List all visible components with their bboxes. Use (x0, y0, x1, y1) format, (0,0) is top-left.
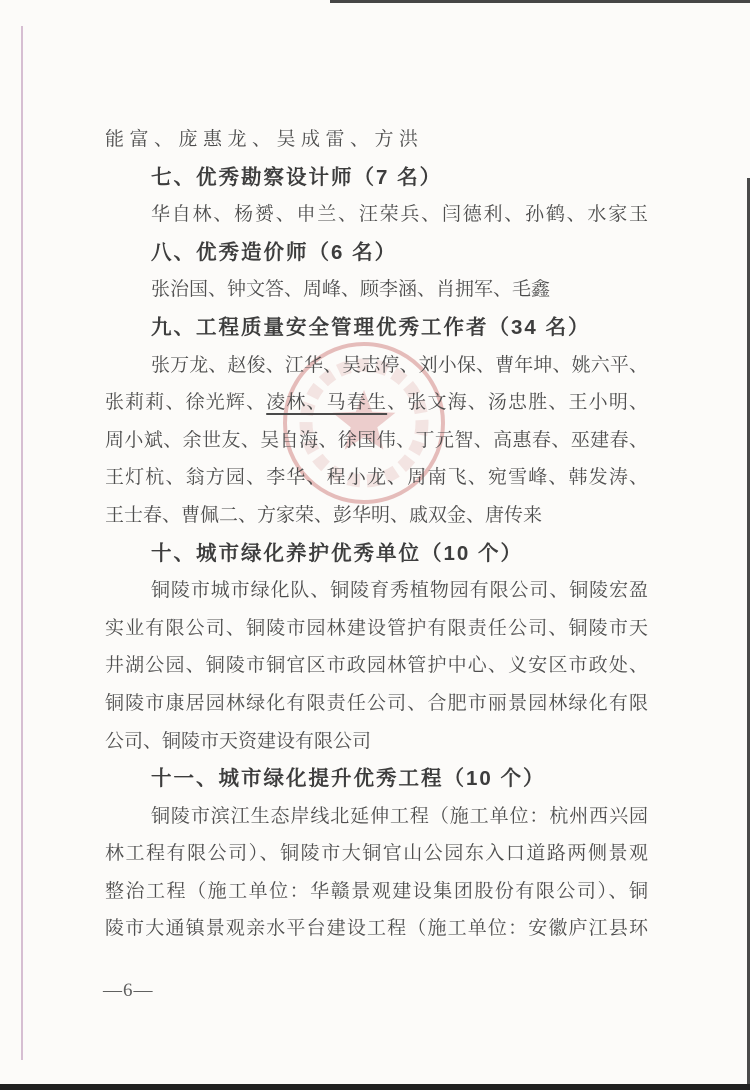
text-segment: 铜陵市滨江生态岸线北延伸工程（施工单位：杭州西兴园 (151, 805, 648, 827)
text-line (105, 798, 648, 836)
text-line (105, 647, 648, 685)
section-heading (105, 234, 648, 272)
text-line (105, 196, 648, 234)
text-segment: 八、优秀造价师（6 名） (151, 240, 398, 264)
text-line (105, 347, 648, 385)
text-line (105, 121, 648, 159)
section-heading (105, 309, 648, 347)
text-segment: 铜陵市康居园林绿化有限责任公司、合肥市丽景园林绿化有限 (105, 692, 648, 714)
text-line (105, 910, 648, 948)
text-line (105, 459, 648, 497)
text-segment: 林工程有限公司）、铜陵市大铜官山公园东入口道路两侧景观 (105, 843, 648, 865)
text-segment: 铜陵市城市绿化队、铜陵育秀植物园有限公司、铜陵宏盈 (151, 580, 648, 602)
text-line (105, 685, 648, 723)
text-line (105, 835, 648, 873)
text-segment: 王灯杭、翁方园、李华、程小龙、周南飞、宛雪峰、韩发涛、 (105, 467, 648, 489)
document-body (105, 121, 648, 948)
text-segment: 张莉莉、徐光辉、 (105, 392, 267, 414)
section-heading (105, 535, 648, 573)
page-number: —6— (103, 980, 154, 1001)
scan-binding-crease-line (21, 26, 23, 1060)
text-segment: 王士春、曹佩二、方家荣、彭华明、戚双金、唐传来 (105, 504, 543, 526)
text-segment: 周小斌、余世友、吴自海、徐国伟、丁元智、高惠春、巫建春、 (105, 429, 648, 451)
text-line (105, 873, 648, 911)
text-segment: 张治国、钟文答、周峰、顾李涵、肖拥军、毛鑫 (151, 279, 551, 301)
text-segment: 十、城市绿化养护优秀单位（10 个） (151, 541, 523, 565)
text-segment: 十一、城市绿化提升优秀工程（10 个） (151, 767, 546, 791)
text-line (105, 422, 648, 460)
text-segment: 能富、庞惠龙、吴成雷、方洪 (105, 129, 424, 150)
scan-edge-top-line (330, 0, 750, 3)
section-heading (105, 159, 648, 197)
text-line (105, 610, 648, 648)
text-segment: 陵市大通镇景观亲水平台建设工程（施工单位：安徽庐江县环 (105, 918, 648, 940)
section-heading (105, 760, 648, 798)
text-line (105, 723, 648, 761)
text-segment: 华自林、杨赟、申兰、汪荣兵、闫德利、孙鹤、水家玉 (151, 204, 648, 226)
text-segment: 井湖公园、铜陵市铜官区市政园林管护中心、义安区市政处、 (105, 655, 648, 677)
scan-edge-bottom-line (0, 1084, 750, 1090)
text-segment: 整治工程（施工单位：华赣景观建设集团股份有限公司）、铜 (105, 880, 648, 902)
text-segment: 七、优秀勘察设计师（7 名） (151, 165, 443, 189)
text-line (105, 572, 648, 610)
text-line (105, 384, 648, 422)
underlined-names: 凌林、马春生 (266, 392, 388, 414)
text-line (105, 271, 648, 309)
text-segment: 公司、铜陵市天资建设有限公司 (105, 730, 372, 752)
text-segment: 张万龙、赵俊、江华、吴志停、刘小保、曹年坤、姚六平、 (151, 354, 648, 376)
text-segment: 实业有限公司、铜陵市园林建设管护有限责任公司、铜陵市天 (105, 617, 648, 639)
text-segment: 、张文海、汤忠胜、王小明、 (387, 392, 648, 414)
text-segment: 九、工程质量安全管理优秀工作者（34 名） (151, 315, 591, 339)
text-line (105, 497, 648, 535)
